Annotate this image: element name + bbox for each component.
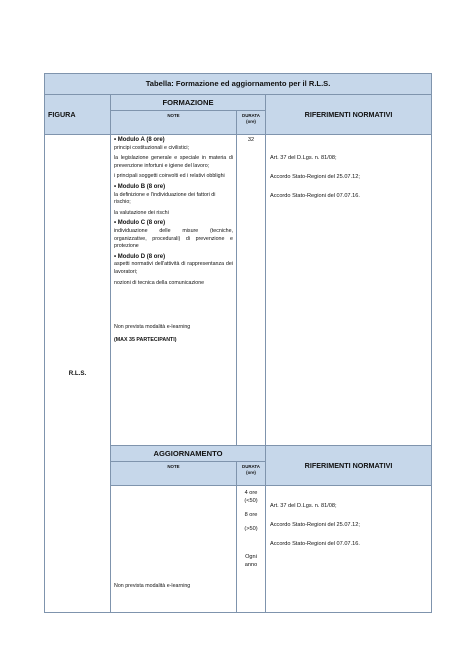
figure-name: R.L.S.	[45, 135, 111, 613]
column-header-figura: FIGURA	[45, 95, 111, 135]
riferimento-item: Accordo Stato-Regioni del 07.07.16.	[270, 193, 360, 199]
riferimento-item: Accordo Stato-Regioni del 25.07.12;	[270, 174, 360, 180]
column-header-riferimenti: RIFERIMENTI NORMATIVI	[266, 95, 432, 135]
module-b-title: • Modulo B (8 ore)	[114, 183, 166, 190]
formazione-riferimenti	[266, 135, 432, 446]
riferimento-item: Accordo Stato-Regioni del 25.07.12;	[270, 522, 360, 528]
durata-label: DURATA	[242, 113, 260, 118]
module-d-item: aspetti normativi dell'attività di rappresentanza dei lavoratori;	[114, 261, 233, 275]
durata-unit: (ore)	[246, 470, 256, 475]
training-table	[44, 73, 432, 613]
formazione-durata: 32	[237, 135, 266, 446]
module-b-item: la definizione e l'individuazione dei fattori di rischio;	[114, 191, 216, 206]
durata-value: 8 ore	[244, 512, 258, 518]
module-d-item: nozioni di tecnica della comunicazione	[114, 279, 205, 286]
table-title: Tabella: Formazione ed aggiornamento per il R.L.S.	[45, 74, 432, 95]
durata-value: 4 ore	[244, 490, 258, 496]
module-a-title: • Modulo A (8 ore)	[114, 137, 165, 143]
riferimento-item: Accordo Stato-Regioni del 07.07.16.	[270, 541, 360, 547]
aggiornamento-notes	[111, 486, 237, 613]
aggiornamento-riferimenti	[266, 486, 432, 613]
durata-value: (>50)	[244, 526, 258, 532]
elearning-note: Non prevista modalità e-learning	[114, 324, 191, 331]
durata-value: anno	[244, 562, 258, 568]
column-header-riferimenti-aggiornamento: RIFERIMENTI NORMATIVI	[266, 446, 432, 486]
column-header-note-aggiornamento: NOTE	[111, 462, 237, 486]
module-a-item: la legislazione generale e speciale in materia di prevenzione infortuni e igiene del lavoro;	[114, 155, 233, 169]
module-a-item: i principali soggetti coinvolti ed i relativi obblighi	[114, 173, 225, 180]
max-partecipanti: (MAX 35 PARTECIPANTI)	[114, 336, 177, 343]
column-header-durata-aggiornamento	[237, 462, 266, 486]
module-a-item: principi costituzionali e civilistici;	[114, 144, 190, 151]
column-header-note: NOTE	[111, 111, 237, 135]
durata-value: (<50)	[244, 498, 258, 504]
module-b-item: la valutazione dei rischi	[114, 209, 169, 216]
section-heading-formazione: FORMAZIONE	[111, 95, 266, 111]
module-c-title: • Modulo C (8 ore)	[114, 220, 166, 227]
durata-label: DURATA	[242, 464, 260, 469]
column-header-durata	[237, 111, 266, 135]
riferimento-item: Art. 37 del D.Lgs. n. 81/08;	[270, 503, 337, 509]
durata-unit: (ore)	[246, 119, 256, 124]
durata-value: Ogni	[245, 554, 257, 560]
aggiornamento-note: Non prevista modalità e-learning	[114, 583, 191, 590]
section-heading-aggiornamento: AGGIORNAMENTO	[111, 446, 266, 462]
formazione-notes	[111, 135, 237, 446]
aggiornamento-durata	[237, 486, 266, 613]
riferimento-item: Art. 37 del D.Lgs. n. 81/08;	[270, 155, 337, 161]
module-d-title: • Modulo D (8 ore)	[114, 253, 166, 260]
module-c-item: individuazione delle misure (tecniche, organizzative, procedurali) di prevenzione e protezione	[114, 227, 233, 250]
